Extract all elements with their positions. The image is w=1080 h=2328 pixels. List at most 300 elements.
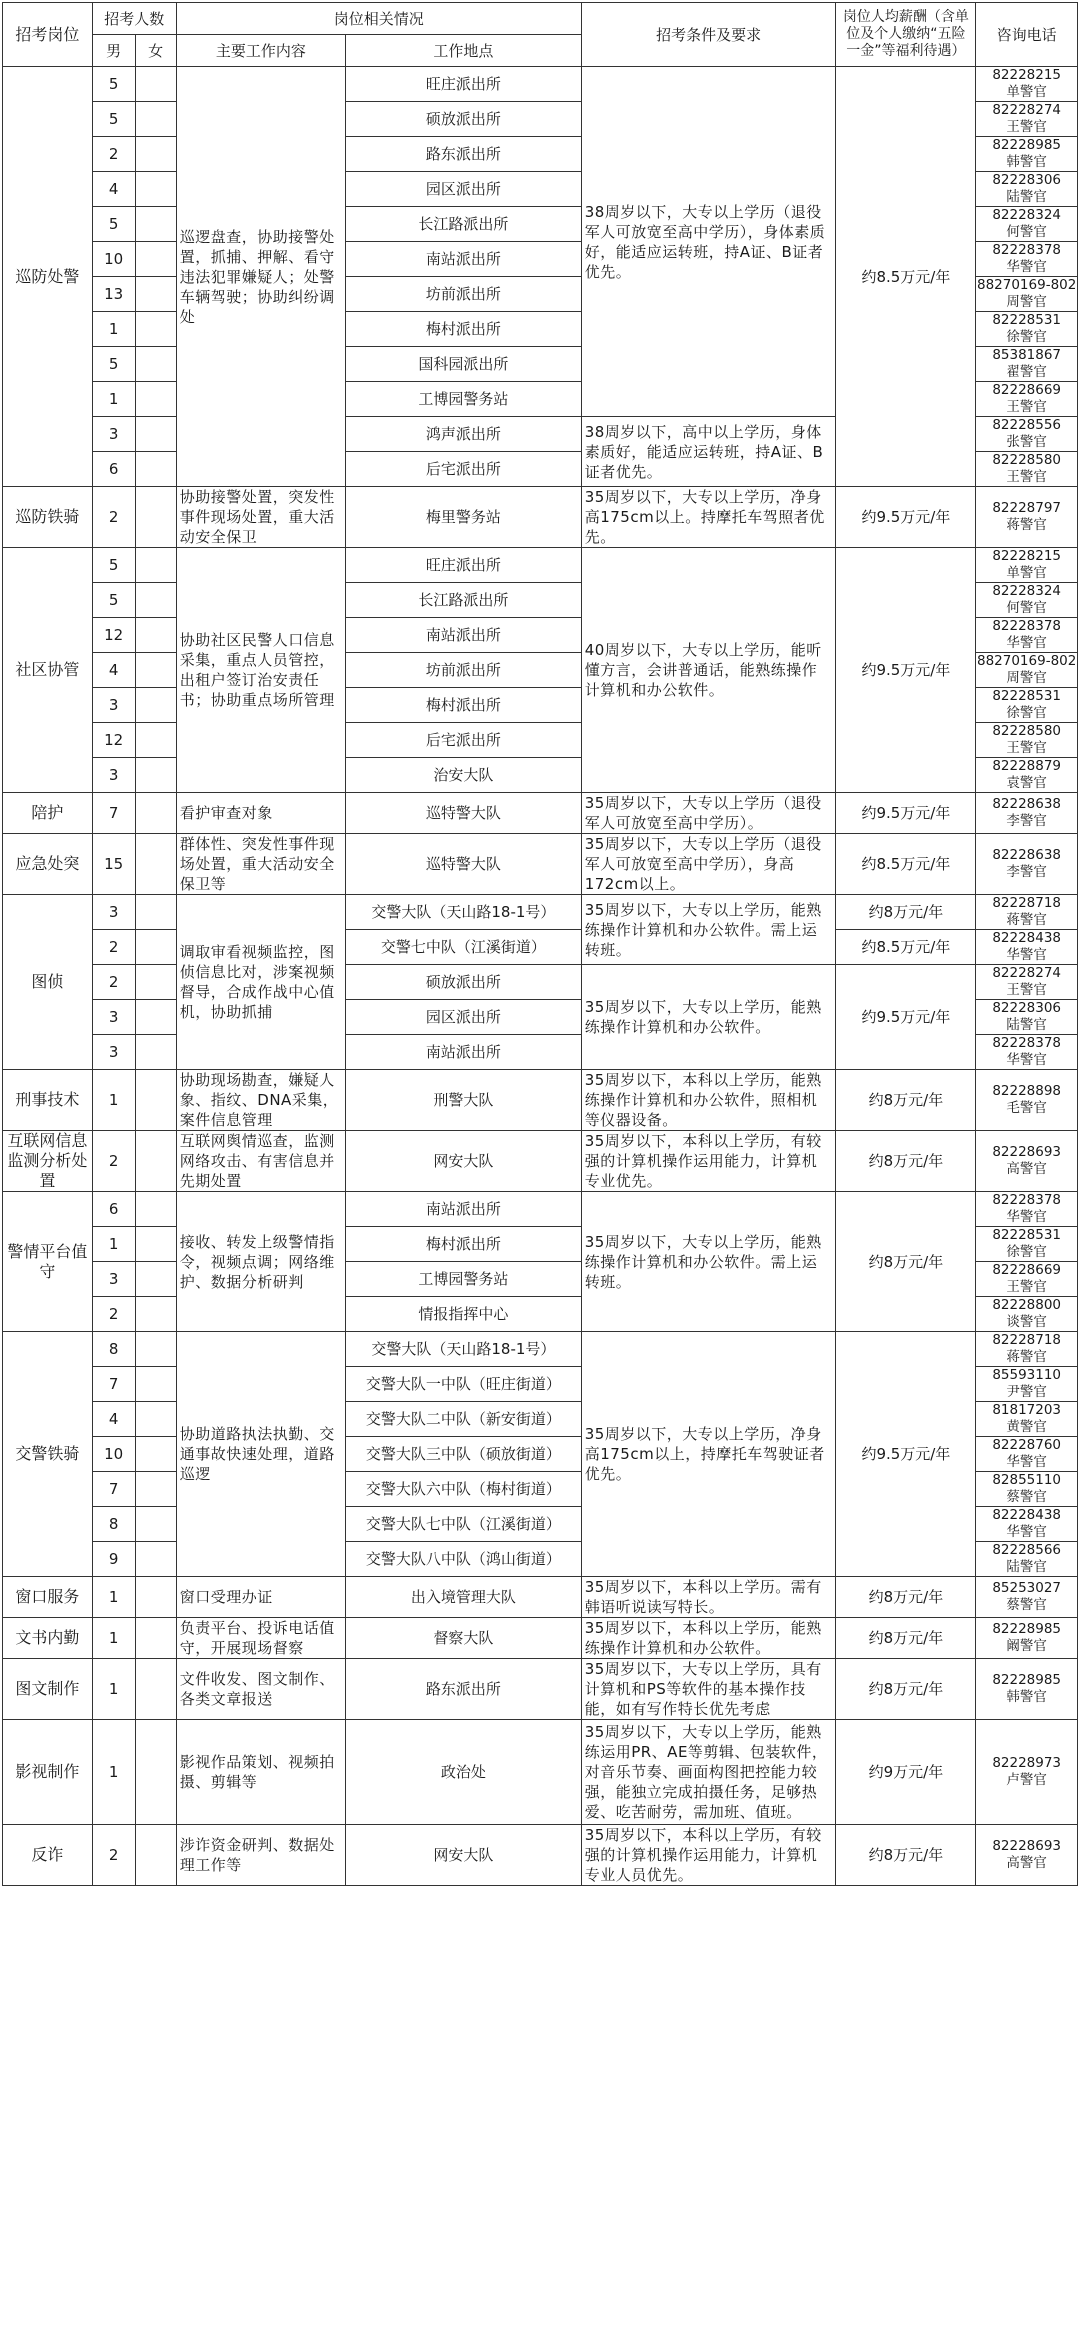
salary: 约9.5万元/年 — [836, 1332, 976, 1577]
contact-officer: 周警官 — [1006, 294, 1047, 310]
work-location: 坊前派出所 — [346, 653, 582, 688]
contact-officer: 徐警官 — [1006, 705, 1047, 721]
work-location: 南站派出所 — [346, 618, 582, 653]
female-count — [135, 1402, 176, 1437]
phone-number: 82228580 — [992, 723, 1062, 739]
salary: 约8.5万元/年 — [836, 834, 976, 895]
work-location: 交警大队三中队（硕放街道） — [346, 1437, 582, 1472]
main-duty: 巡逻盘查，协助接警处置，抓捕、押解、看守违法犯罪嫌疑人；处警车辆驾驶；协助纠纷调处 — [176, 67, 345, 487]
work-location: 路东派出所 — [346, 137, 582, 172]
table-row — [3, 1332, 1078, 1367]
table-row — [3, 1577, 1078, 1618]
work-location: 交警大队一中队（旺庄街道） — [346, 1367, 582, 1402]
header-male: 男 — [92, 35, 135, 67]
header-duty: 主要工作内容 — [176, 35, 345, 67]
phone-number: 82228378 — [992, 1192, 1062, 1208]
salary: 约8万元/年 — [836, 1577, 976, 1618]
contact-officer: 华警官 — [1006, 1052, 1047, 1068]
contact-officer: 翟警官 — [1006, 364, 1047, 380]
contact-officer: 陆警官 — [1006, 1559, 1047, 1575]
requirements: 35周岁以下，本科以上学历，能熟练操作计算机和办公软件。 — [581, 1618, 836, 1659]
table-row — [3, 1192, 1078, 1227]
contact-officer: 韩警官 — [1006, 154, 1047, 170]
male-count: 2 — [92, 930, 135, 965]
female-count — [135, 688, 176, 723]
table-row — [3, 67, 1078, 102]
phone-number: 82228531 — [992, 312, 1062, 328]
female-count — [135, 1542, 176, 1577]
contact-phone — [976, 1577, 1078, 1618]
phone-number: 85593110 — [992, 1367, 1062, 1383]
phone-number: 82228638 — [992, 847, 1062, 863]
male-count: 6 — [92, 452, 135, 487]
male-count: 2 — [92, 1297, 135, 1332]
salary: 约8.5万元/年 — [836, 930, 976, 965]
male-count: 5 — [92, 102, 135, 137]
main-duty: 协助现场勘查，嫌疑人象、指纹、DNA采集，案件信息管理 — [176, 1070, 345, 1131]
salary: 约9.5万元/年 — [836, 487, 976, 548]
requirements: 35周岁以下，本科以上学历，有较强的计算机操作运用能力，计算机专业人员优先。 — [581, 1825, 836, 1886]
main-duty: 协助接警处置，突发性事件现场处置，重大活动安全保卫 — [176, 487, 345, 548]
female-count — [135, 834, 176, 895]
work-location: 国科园派出所 — [346, 347, 582, 382]
requirements: 38周岁以下，大专以上学历（退役军人可放宽至高中学历），身体素质好，能适应运转班，持A证、B证者优先。 — [581, 67, 836, 417]
work-location: 硕放派出所 — [346, 102, 582, 137]
requirements: 35周岁以下，大专以上学历，能熟练运用PR、AE等剪辑、包装软件，对音乐节奏、画面构图把控能力较强，能独立完成拍摄任务，足够热爱、吃苦耐劳，需加班、值班。 — [581, 1720, 836, 1825]
table-row — [3, 1618, 1078, 1659]
work-location: 园区派出所 — [346, 172, 582, 207]
contact-phone — [976, 102, 1078, 137]
salary: 约8万元/年 — [836, 1192, 976, 1332]
contact-officer: 华警官 — [1006, 947, 1047, 963]
header-location: 工作地点 — [346, 35, 582, 67]
contact-phone — [976, 487, 1078, 548]
header-phone: 咨询电话 — [976, 3, 1078, 67]
female-count — [135, 102, 176, 137]
requirements: 35周岁以下，大专以上学历，能熟练操作计算机和办公软件。需上运转班。 — [581, 895, 836, 965]
contact-officer: 徐警官 — [1006, 329, 1047, 345]
requirements: 35周岁以下，大专以上学历，净身高175cm以上，持摩托车驾驶证者优先。 — [581, 1332, 836, 1577]
contact-officer: 蒋警官 — [1006, 1349, 1047, 1365]
male-count: 7 — [92, 793, 135, 834]
female-count — [135, 618, 176, 653]
table-row — [3, 1070, 1078, 1131]
work-location: 梅村派出所 — [346, 312, 582, 347]
contact-officer: 尹警官 — [1006, 1384, 1047, 1400]
table-row — [3, 1720, 1078, 1825]
phone-number: 82228556 — [992, 417, 1062, 433]
phone-number: 82228973 — [992, 1755, 1062, 1771]
work-location: 巡特警大队 — [346, 834, 582, 895]
contact-officer: 单警官 — [1006, 84, 1047, 100]
contact-phone — [976, 417, 1078, 452]
phone-number: 82855110 — [992, 1472, 1062, 1488]
salary: 约8万元/年 — [836, 1070, 976, 1131]
contact-phone — [976, 1000, 1078, 1035]
contact-officer: 蒋警官 — [1006, 912, 1047, 928]
work-location: 梅村派出所 — [346, 688, 582, 723]
contact-officer: 王警官 — [1006, 740, 1047, 756]
main-duty: 接收、转发上级警情指令，视频点调；网络维护、数据分析研判 — [176, 1192, 345, 1332]
post-name: 图文制作 — [3, 1659, 93, 1720]
phone-number: 82228274 — [992, 965, 1062, 981]
female-count — [135, 67, 176, 102]
post-name: 应急处突 — [3, 834, 93, 895]
female-count — [135, 1262, 176, 1297]
contact-phone — [976, 653, 1078, 688]
male-count: 3 — [92, 758, 135, 793]
contact-officer: 华警官 — [1006, 635, 1047, 651]
work-location: 硕放派出所 — [346, 965, 582, 1000]
female-count — [135, 930, 176, 965]
contact-phone — [976, 1367, 1078, 1402]
phone-number: 82228531 — [992, 1227, 1062, 1243]
table-row — [3, 487, 1078, 548]
male-count: 2 — [92, 487, 135, 548]
post-name: 交警铁骑 — [3, 1332, 93, 1577]
contact-officer: 陆警官 — [1006, 1017, 1047, 1033]
work-location: 鸿声派出所 — [346, 417, 582, 452]
salary: 约8万元/年 — [836, 895, 976, 930]
main-duty: 影视作品策划、视频拍摄、剪辑等 — [176, 1720, 345, 1825]
main-duty: 文件收发、图文制作、各类文章报送 — [176, 1659, 345, 1720]
contact-officer: 黄警官 — [1006, 1419, 1047, 1435]
post-name: 警情平台值守 — [3, 1192, 93, 1332]
contact-phone — [976, 793, 1078, 834]
post-name: 互联网信息监测分析处置 — [3, 1131, 93, 1192]
female-count — [135, 548, 176, 583]
phone-number: 85253027 — [992, 1580, 1062, 1596]
phone-number: 82228898 — [992, 1083, 1062, 1099]
post-name: 刑事技术 — [3, 1070, 93, 1131]
phone-number: 82228669 — [992, 382, 1062, 398]
contact-officer: 王警官 — [1006, 119, 1047, 135]
contact-officer: 蔡警官 — [1006, 1489, 1047, 1505]
female-count — [135, 1437, 176, 1472]
contact-phone — [976, 965, 1078, 1000]
requirements: 35周岁以下，大专以上学历，能熟练操作计算机和办公软件。需上运转班。 — [581, 1192, 836, 1332]
phone-number: 82228324 — [992, 583, 1062, 599]
main-duty: 负责平台、投诉电话值守，开展现场督察 — [176, 1618, 345, 1659]
main-duty: 涉诈资金研判、数据处理工作等 — [176, 1825, 345, 1886]
main-duty: 看护审查对象 — [176, 793, 345, 834]
contact-officer: 阚警官 — [1006, 1638, 1047, 1654]
contact-officer: 陆警官 — [1006, 189, 1047, 205]
male-count: 3 — [92, 417, 135, 452]
salary: 约9.5万元/年 — [836, 965, 976, 1070]
male-count: 3 — [92, 1035, 135, 1070]
male-count: 3 — [92, 1000, 135, 1035]
phone-number: 82228797 — [992, 500, 1062, 516]
male-count: 13 — [92, 277, 135, 312]
work-location: 督察大队 — [346, 1618, 582, 1659]
male-count: 5 — [92, 583, 135, 618]
header-salary: 岗位人均薪酬（含单位及个人缴纳“五险一金”等福利待遇） — [836, 3, 976, 67]
post-name: 陪护 — [3, 793, 93, 834]
male-count: 5 — [92, 67, 135, 102]
work-location: 巡特警大队 — [346, 793, 582, 834]
contact-officer: 周警官 — [1006, 670, 1047, 686]
phone-number: 82228306 — [992, 172, 1062, 188]
contact-officer: 何警官 — [1006, 224, 1047, 240]
contact-phone — [976, 452, 1078, 487]
phone-number: 82228800 — [992, 1297, 1062, 1313]
post-name: 文书内勤 — [3, 1618, 93, 1659]
phone-number: 82228324 — [992, 207, 1062, 223]
female-count — [135, 1131, 176, 1192]
post-name: 窗口服务 — [3, 1577, 93, 1618]
female-count — [135, 137, 176, 172]
work-location: 交警大队二中队（新安街道） — [346, 1402, 582, 1437]
female-count — [135, 1297, 176, 1332]
contact-officer: 李警官 — [1006, 864, 1047, 880]
contact-phone — [976, 1825, 1078, 1886]
male-count: 1 — [92, 1070, 135, 1131]
male-count: 7 — [92, 1472, 135, 1507]
main-duty: 调取审看视频监控，图侦信息比对，涉案视频督导，合成作战中心值机，协助抓捕 — [176, 895, 345, 1070]
work-location: 交警大队（天山路18-1号） — [346, 1332, 582, 1367]
contact-phone — [976, 207, 1078, 242]
male-count: 1 — [92, 1659, 135, 1720]
male-count: 2 — [92, 965, 135, 1000]
contact-phone — [976, 758, 1078, 793]
male-count: 10 — [92, 1437, 135, 1472]
salary: 约8.5万元/年 — [836, 67, 976, 487]
male-count: 1 — [92, 312, 135, 347]
work-location: 交警七中队（江溪街道） — [346, 930, 582, 965]
contact-officer: 王警官 — [1006, 982, 1047, 998]
work-location: 网安大队 — [346, 1825, 582, 1886]
contact-officer: 张警官 — [1006, 434, 1047, 450]
phone-number: 82228985 — [992, 1621, 1062, 1637]
contact-phone — [976, 895, 1078, 930]
male-count: 5 — [92, 347, 135, 382]
female-count — [135, 1618, 176, 1659]
table-row — [3, 1131, 1078, 1192]
table-row — [3, 895, 1078, 930]
contact-phone — [976, 1437, 1078, 1472]
female-count — [135, 723, 176, 758]
table-row — [3, 1659, 1078, 1720]
header-female: 女 — [135, 35, 176, 67]
contact-phone — [976, 1262, 1078, 1297]
phone-number: 82228879 — [992, 758, 1062, 774]
female-count — [135, 172, 176, 207]
work-location: 工博园警务站 — [346, 1262, 582, 1297]
phone-number: 82228378 — [992, 1035, 1062, 1051]
male-count: 12 — [92, 618, 135, 653]
work-location: 出入境管理大队 — [346, 1577, 582, 1618]
phone-number: 82228274 — [992, 102, 1062, 118]
female-count — [135, 758, 176, 793]
post-name: 巡防处警 — [3, 67, 93, 487]
main-duty: 协助道路执法执勤、交通事故快速处理，道路巡逻 — [176, 1332, 345, 1577]
phone-number: 81817203 — [992, 1402, 1062, 1418]
requirements: 35周岁以下，本科以上学历，有较强的计算机操作运用能力，计算机专业优先。 — [581, 1131, 836, 1192]
main-duty: 群体性、突发性事件现场处置，重大活动安全保卫等 — [176, 834, 345, 895]
contact-phone — [976, 1070, 1078, 1131]
contact-officer: 卢警官 — [1006, 1772, 1047, 1788]
male-count: 4 — [92, 172, 135, 207]
work-location: 南站派出所 — [346, 1035, 582, 1070]
phone-number: 82228378 — [992, 242, 1062, 258]
female-count — [135, 417, 176, 452]
contact-phone — [976, 1131, 1078, 1192]
contact-officer: 华警官 — [1006, 1209, 1047, 1225]
contact-officer: 李警官 — [1006, 813, 1047, 829]
main-duty: 互联网舆情巡查，监测网络攻击、有害信息并先期处置 — [176, 1131, 345, 1192]
contact-phone — [976, 1227, 1078, 1262]
contact-phone — [976, 834, 1078, 895]
female-count — [135, 1035, 176, 1070]
contact-officer: 谈警官 — [1006, 1314, 1047, 1330]
phone-number: 88270169-802 — [976, 277, 1077, 293]
contact-officer: 毛警官 — [1006, 1100, 1047, 1116]
work-location: 刑警大队 — [346, 1070, 582, 1131]
male-count: 1 — [92, 382, 135, 417]
male-count: 8 — [92, 1507, 135, 1542]
male-count: 10 — [92, 242, 135, 277]
contact-phone — [976, 688, 1078, 723]
contact-phone — [976, 1618, 1078, 1659]
phone-number: 88270169-802 — [976, 653, 1077, 669]
contact-phone — [976, 1035, 1078, 1070]
contact-phone — [976, 1542, 1078, 1577]
table-row — [3, 930, 1078, 965]
male-count: 7 — [92, 1367, 135, 1402]
work-location: 旺庄派出所 — [346, 548, 582, 583]
contact-officer: 徐警官 — [1006, 1244, 1047, 1260]
female-count — [135, 452, 176, 487]
phone-number: 82228438 — [992, 1507, 1062, 1523]
phone-number: 82228985 — [992, 137, 1062, 153]
work-location: 后宅派出所 — [346, 723, 582, 758]
male-count: 2 — [92, 137, 135, 172]
contact-phone — [976, 930, 1078, 965]
requirements: 35周岁以下，大专以上学历（退役军人可放宽至高中学历）。 — [581, 793, 836, 834]
male-count: 12 — [92, 723, 135, 758]
male-count: 1 — [92, 1618, 135, 1659]
table-row — [3, 548, 1078, 583]
requirements: 38周岁以下，高中以上学历，身体素质好，能适应运转班，持A证、B证者优先。 — [581, 417, 836, 487]
salary: 约8万元/年 — [836, 1131, 976, 1192]
table-body — [3, 67, 1078, 1886]
female-count — [135, 583, 176, 618]
work-location: 园区派出所 — [346, 1000, 582, 1035]
work-location: 坊前派出所 — [346, 277, 582, 312]
female-count — [135, 1367, 176, 1402]
phone-number: 82228638 — [992, 796, 1062, 812]
contact-phone — [976, 723, 1078, 758]
female-count — [135, 1659, 176, 1720]
contact-officer: 华警官 — [1006, 1524, 1047, 1540]
post-name: 社区协管 — [3, 548, 93, 793]
female-count — [135, 1720, 176, 1825]
male-count: 1 — [92, 1720, 135, 1825]
work-location: 长江路派出所 — [346, 207, 582, 242]
work-location: 路东派出所 — [346, 1659, 582, 1720]
phone-number: 82228306 — [992, 1000, 1062, 1016]
requirements: 35周岁以下，大专以上学历，净身高175cm以上。持摩托车驾照者优先。 — [581, 487, 836, 548]
contact-officer: 何警官 — [1006, 600, 1047, 616]
work-location: 旺庄派出所 — [346, 67, 582, 102]
contact-phone — [976, 1297, 1078, 1332]
female-count — [135, 1825, 176, 1886]
phone-number: 82228718 — [992, 895, 1062, 911]
contact-phone — [976, 1402, 1078, 1437]
contact-officer: 袁警官 — [1006, 775, 1047, 791]
male-count: 5 — [92, 207, 135, 242]
female-count — [135, 277, 176, 312]
contact-officer: 华警官 — [1006, 1454, 1047, 1470]
contact-officer: 华警官 — [1006, 259, 1047, 275]
work-location: 交警大队八中队（鸿山街道） — [346, 1542, 582, 1577]
female-count — [135, 1227, 176, 1262]
work-location: 梅村派出所 — [346, 1227, 582, 1262]
work-location: 交警大队七中队（江溪街道） — [346, 1507, 582, 1542]
contact-phone — [976, 67, 1078, 102]
work-location: 交警大队六中队（梅村街道） — [346, 1472, 582, 1507]
female-count — [135, 1332, 176, 1367]
contact-phone — [976, 172, 1078, 207]
contact-phone — [976, 548, 1078, 583]
female-count — [135, 312, 176, 347]
requirements: 35周岁以下，本科以上学历，能熟练操作计算机和办公软件，照相机等仪器设备。 — [581, 1070, 836, 1131]
salary: 约8万元/年 — [836, 1618, 976, 1659]
work-location: 南站派出所 — [346, 242, 582, 277]
salary: 约9万元/年 — [836, 1720, 976, 1825]
recruitment-table — [2, 2, 1078, 1886]
male-count: 1 — [92, 1577, 135, 1618]
contact-phone — [976, 1192, 1078, 1227]
contact-officer: 蔡警官 — [1006, 1597, 1047, 1613]
salary: 约8万元/年 — [836, 1659, 976, 1720]
phone-number: 82228718 — [992, 1332, 1062, 1348]
female-count — [135, 382, 176, 417]
header-job-info: 岗位相关情况 — [176, 3, 581, 35]
contact-officer: 王警官 — [1006, 469, 1047, 485]
contact-phone — [976, 277, 1078, 312]
contact-officer: 单警官 — [1006, 565, 1047, 581]
female-count — [135, 1577, 176, 1618]
requirements: 35周岁以下，大专以上学历（退役军人可放宽至高中学历），身高172cm以上。 — [581, 834, 836, 895]
requirements: 35周岁以下，本科以上学历。需有韩语听说读写特长。 — [581, 1577, 836, 1618]
female-count — [135, 895, 176, 930]
male-count: 4 — [92, 653, 135, 688]
phone-number: 82228531 — [992, 688, 1062, 704]
contact-phone — [976, 1659, 1078, 1720]
phone-number: 82228566 — [992, 1542, 1062, 1558]
male-count: 2 — [92, 1825, 135, 1886]
contact-officer: 蒋警官 — [1006, 517, 1047, 533]
phone-number: 82228378 — [992, 618, 1062, 634]
male-count: 8 — [92, 1332, 135, 1367]
contact-officer: 王警官 — [1006, 399, 1047, 415]
female-count — [135, 347, 176, 382]
male-count: 6 — [92, 1192, 135, 1227]
requirements: 35周岁以下，大专以上学历，具有计算机和PS等软件的基本操作技能，如有写作特长优先考虑 — [581, 1659, 836, 1720]
male-count: 1 — [92, 1227, 135, 1262]
post-name: 巡防铁骑 — [3, 487, 93, 548]
contact-phone — [976, 347, 1078, 382]
female-count — [135, 965, 176, 1000]
contact-phone — [976, 382, 1078, 417]
contact-phone — [976, 312, 1078, 347]
contact-officer: 高警官 — [1006, 1161, 1047, 1177]
female-count — [135, 793, 176, 834]
female-count — [135, 653, 176, 688]
male-count: 5 — [92, 548, 135, 583]
